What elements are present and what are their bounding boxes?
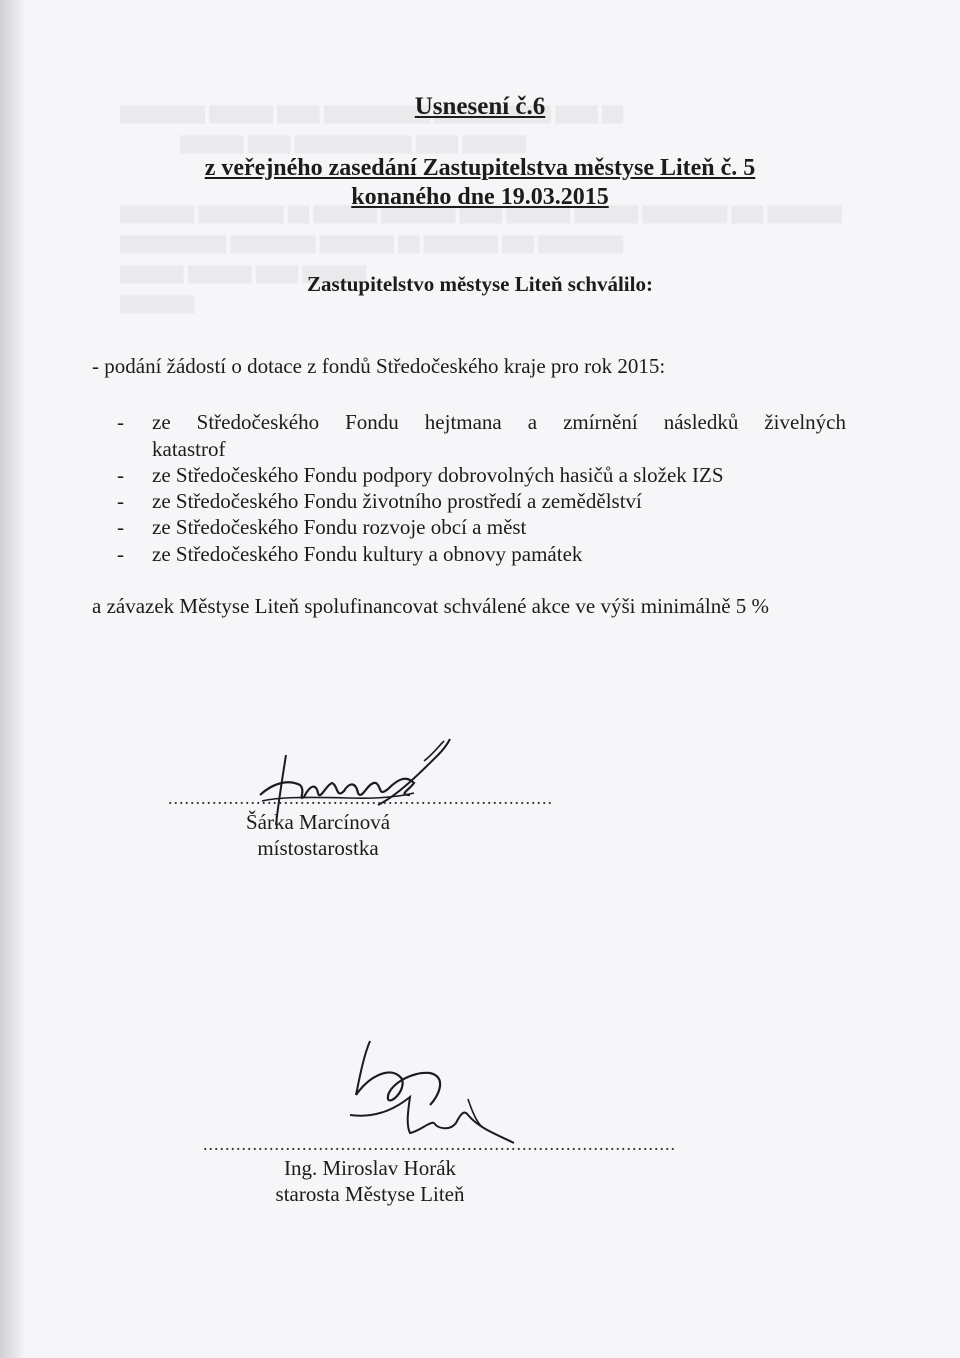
signatory-role: místostarostka — [257, 836, 379, 860]
list-item: ze Středočeského Fondu hejtmana a zmírnění následků živelných — [152, 410, 846, 434]
approved-heading: Zastupitelstvo městyse Liteň schválilo: — [307, 272, 653, 296]
signatory-role: starosta Městyse Liteň — [275, 1182, 465, 1206]
signature-line: ...................................................................................... — [203, 1134, 676, 1154]
signature-horak-handwritten — [330, 1035, 530, 1145]
resolution-title: Usnesení č.6 — [414, 93, 546, 120]
signatory-name: Ing. Miroslav Horák — [283, 1156, 457, 1180]
list-bullet: - — [117, 489, 124, 513]
meeting-date: konaného dne 19.03.2015 — [351, 184, 609, 210]
list-item: ze Středočeského Fondu kultury a obnovy památek — [152, 542, 583, 566]
list-bullet: - — [117, 542, 124, 566]
list-item: ze Středočeského Fondu životního prostředí a zemědělství — [152, 489, 642, 513]
list-bullet: - — [117, 463, 124, 487]
signature-line: ...................................................................... — [168, 788, 553, 808]
list-item-continuation: katastrof — [152, 437, 226, 461]
list-item: ze Středočeského Fondu rozvoje obcí a měst — [152, 515, 527, 539]
list-item: ze Středočeského Fondu podpory dobrovolných hasičů a složek IZS — [152, 463, 724, 487]
list-bullet: - — [117, 515, 124, 539]
cofinancing-commitment: a závazek Městyse Liteň spolufinancovat schválené akce ve výši minimálně 5 % — [92, 594, 770, 618]
grant-request-intro: - podání žádostí o dotace z fondů Středočeského kraje pro rok 2015: — [92, 354, 666, 378]
list-bullet: - — [117, 410, 124, 434]
signatory-name: Šárka Marcínová — [245, 810, 391, 834]
meeting-subtitle: z veřejného zasedání Zastupitelstva městyse Liteň č. 5 — [204, 155, 756, 181]
